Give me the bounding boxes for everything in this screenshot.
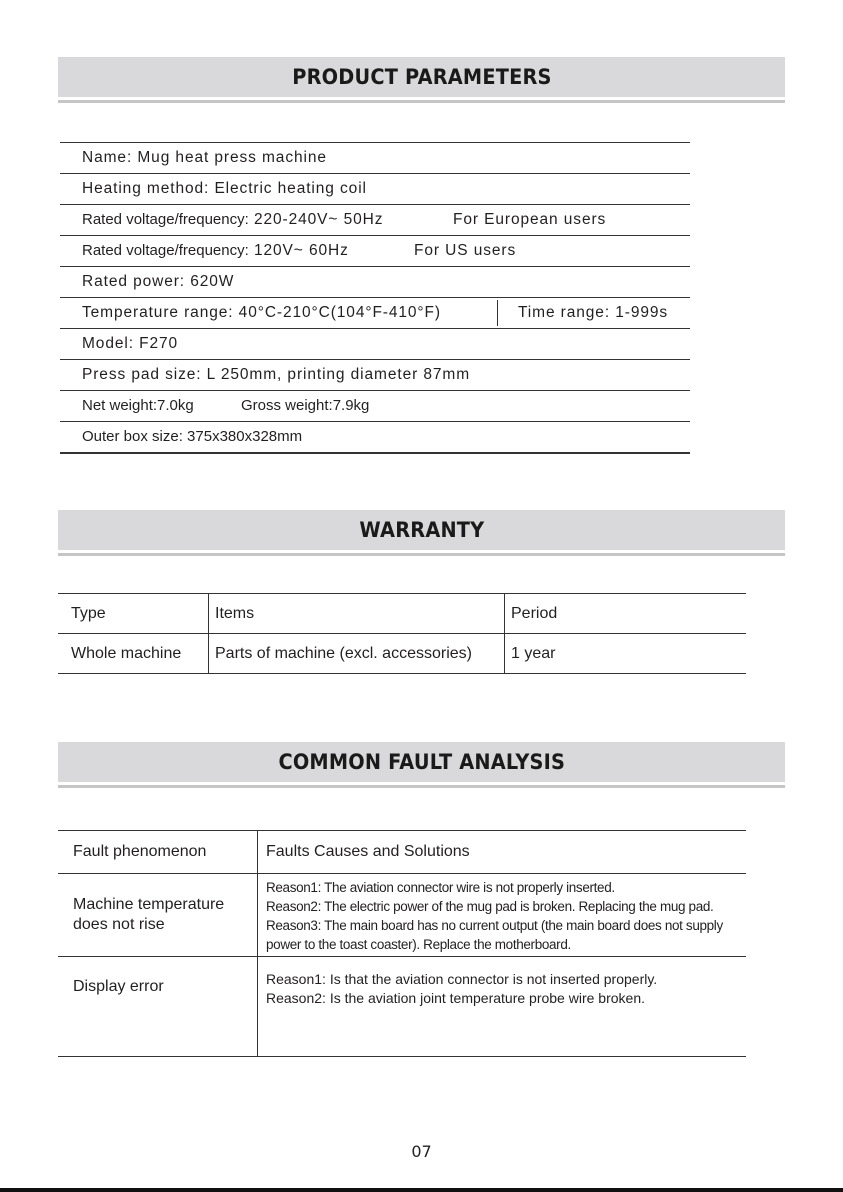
param-row-voltage-us — [60, 236, 690, 267]
param-row-name — [60, 143, 690, 174]
parameters-list — [60, 142, 690, 454]
param-row-power — [60, 267, 690, 298]
cell-type: Whole machine — [58, 634, 209, 674]
param-model: Model: F270 — [82, 335, 179, 352]
voltage-eu-value: 220-240V~ 50Hz — [254, 211, 384, 228]
param-box-size: Outer box size: 375x380x328mm — [82, 428, 303, 445]
cell-items: Parts of machine (excl. accessories) — [209, 634, 505, 674]
fault-analysis-header — [58, 742, 785, 785]
param-row-temperature — [60, 298, 690, 329]
voltage-us-value: 120V~ 60Hz — [254, 242, 349, 259]
warranty-table — [58, 593, 746, 674]
param-pad-size: Press pad size: L 250mm, printing diameter 87mm — [82, 366, 471, 383]
param-gross-weight: Gross weight:7.9kg — [241, 397, 370, 414]
warranty-header — [58, 510, 785, 553]
param-heating: Heating method: Electric heating coil — [82, 180, 367, 197]
header-fault-phenomenon: Fault phenomenon — [58, 831, 258, 874]
voltage-us-group — [82, 236, 349, 266]
page-bottom-edge — [0, 1188, 843, 1192]
table-row — [58, 957, 746, 1057]
cell-period: 1 year — [505, 634, 747, 674]
voltage-us-label: Rated voltage/frequency: — [82, 242, 249, 259]
reason-line: Reason3: The main board has no current output (the main board does not supply — [266, 917, 723, 933]
reason-line: Reason2: Is the aviation joint temperature probe wire broken. — [266, 990, 645, 1006]
table-row — [58, 831, 746, 874]
section-title: COMMON FAULT ANALYSIS — [278, 750, 565, 774]
table-row — [58, 594, 746, 634]
voltage-eu-note: For European users — [453, 211, 607, 228]
param-row-weight — [60, 391, 690, 422]
header-period: Period — [505, 594, 747, 634]
voltage-eu-label: Rated voltage/frequency: — [82, 211, 249, 228]
fault-phenomenon: Display error — [58, 957, 258, 1057]
fault-table — [58, 830, 746, 1057]
header-causes-solutions: Faults Causes and Solutions — [258, 831, 747, 874]
param-time: Time range: 1-999s — [518, 304, 669, 321]
param-row-box-size — [60, 422, 690, 454]
param-row-voltage-eu — [60, 205, 690, 236]
voltage-us-note: For US users — [414, 242, 517, 259]
voltage-eu-group — [82, 205, 383, 235]
param-power: Rated power: 620W — [82, 273, 235, 290]
fault-phenomenon: Machine temperature does not rise — [58, 874, 258, 957]
reason-line: power to the toast coaster). Replace the motherboard. — [266, 936, 571, 952]
param-row-heating — [60, 174, 690, 205]
table-row — [58, 634, 746, 674]
param-temperature: Temperature range: 40°C-210°C(104°F-410°F) — [82, 304, 441, 321]
reason-line: Reason1: Is that the aviation connector is not inserted properly. — [266, 971, 658, 987]
section-title: WARRANTY — [359, 518, 484, 542]
reason-line: Reason1: The aviation connector wire is not properly inserted. — [266, 879, 615, 895]
section-title: PRODUCT PARAMETERS — [291, 65, 552, 89]
table-row — [58, 874, 746, 957]
param-row-model — [60, 329, 690, 360]
header-items: Items — [209, 594, 505, 634]
param-net-weight: Net weight:7.0kg — [82, 397, 194, 414]
divider — [497, 300, 498, 326]
product-parameters-header — [58, 57, 785, 100]
fault-reasons — [258, 874, 747, 957]
param-row-pad-size — [60, 360, 690, 391]
reason-line: Reason2: The electric power of the mug pad is broken. Replacing the mug pad. — [266, 898, 714, 914]
fault-reasons — [258, 957, 747, 1057]
header-type: Type — [58, 594, 209, 634]
page-number: 07 — [411, 1142, 432, 1161]
param-name: Name: Mug heat press machine — [82, 149, 327, 166]
